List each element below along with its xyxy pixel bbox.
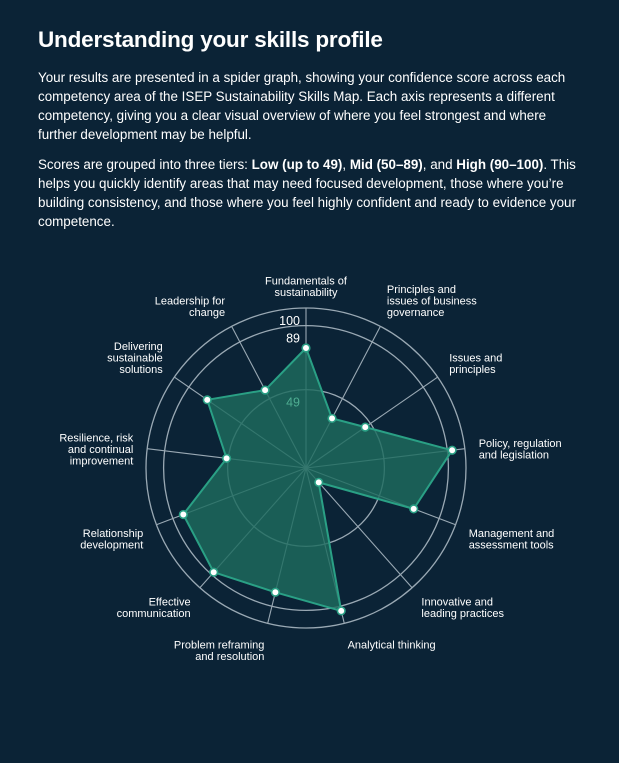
page-title: Understanding your skills profile [38, 27, 383, 52]
tiers-separator: , and [422, 157, 457, 172]
axis-label-4 [469, 528, 555, 552]
data-point [180, 511, 188, 519]
data-point [410, 505, 418, 513]
axis-label-line: governance [386, 306, 445, 319]
ring-label-49: 49 [286, 395, 300, 410]
axis-label-line: change [189, 306, 226, 319]
axis-label-5 [421, 597, 504, 621]
axis-label-line: Policy, regulation [478, 438, 562, 450]
data-point [337, 607, 345, 615]
axis-label-line: Problem reframing [173, 639, 265, 652]
axis-label-2 [449, 353, 502, 377]
data-point [328, 415, 336, 423]
axis-label-9 [80, 528, 143, 552]
axis-label-11 [107, 341, 163, 376]
axis-label-line: and resolution [195, 650, 265, 663]
axis-label-line: sustainable [107, 352, 163, 365]
intro-paragraph: Your results are presented in a spider graph, showing your confidence score across each competency area of the ISEP Sustainability Skills Map. Each axis represents a different competency, giving you a clear visual overview of where you feel strongest and where further development may be helpful. [38, 70, 566, 142]
axis-label-line: Relationship [82, 528, 144, 541]
axis-label-0 [265, 276, 348, 300]
ring-label-89: 89 [286, 331, 300, 346]
axis-label-line: Principles and [386, 283, 456, 296]
data-point [210, 568, 218, 576]
axis-label-line: assessment tools [468, 539, 554, 552]
axis-label-line: Effective [148, 596, 191, 609]
axis-label-7 [174, 639, 264, 663]
axis-label-8 [117, 597, 191, 621]
axis-label-line: improvement [69, 455, 134, 468]
data-point [302, 344, 310, 352]
axis-label-line: principles [449, 364, 496, 377]
axis-label-3 [479, 438, 562, 462]
axis-label-line: sustainability [274, 287, 338, 299]
axis-label-line: and continual [67, 443, 134, 456]
data-point [272, 588, 280, 596]
data-point [448, 446, 456, 454]
axis-label-line: Innovative and [421, 596, 493, 609]
axis-label-line: leading practices [421, 608, 504, 621]
axis-label-1 [387, 284, 477, 319]
axis-label-line: issues of business [386, 295, 477, 308]
axis-label-line: Issues and [449, 352, 503, 365]
axis-label-line: development [80, 539, 144, 552]
tier-low: Low (up to 49) [251, 157, 343, 172]
axis-label-line: Analytical thinking [347, 639, 436, 652]
tiers-text-after: . This helps you quickly identify areas that may need focused development, those where you’re building consistency, and those where you feel highly confident and ready to evidence your competence. [38, 157, 576, 229]
tier-mid: Mid (50–89) [349, 157, 423, 172]
data-point [223, 455, 231, 463]
axis-label-10 [59, 432, 133, 467]
data-point [361, 423, 369, 431]
axis-label-line: Management and [468, 528, 555, 541]
axis-label-6 [348, 639, 436, 651]
axis-label-line: Fundamentals of [265, 275, 347, 288]
axis-label-line: and legislation [478, 449, 550, 462]
axis-label-line: solutions [119, 364, 163, 377]
axis-label-line: Resilience, risk [59, 432, 134, 445]
tier-high: High (90–100) [456, 157, 544, 172]
axis-label-line: communication [116, 608, 191, 621]
data-point [203, 396, 211, 404]
axis-label-line: Leadership for [154, 295, 226, 308]
data-point [261, 386, 269, 394]
axis-label-line: Delivering [113, 341, 163, 354]
tiers-text-before: Scores are grouped into three tiers: [38, 157, 252, 172]
axis-label-12 [155, 295, 226, 319]
data-point [315, 479, 323, 487]
ring-label-100: 100 [279, 314, 300, 328]
tiers-separator: , [342, 157, 350, 172]
